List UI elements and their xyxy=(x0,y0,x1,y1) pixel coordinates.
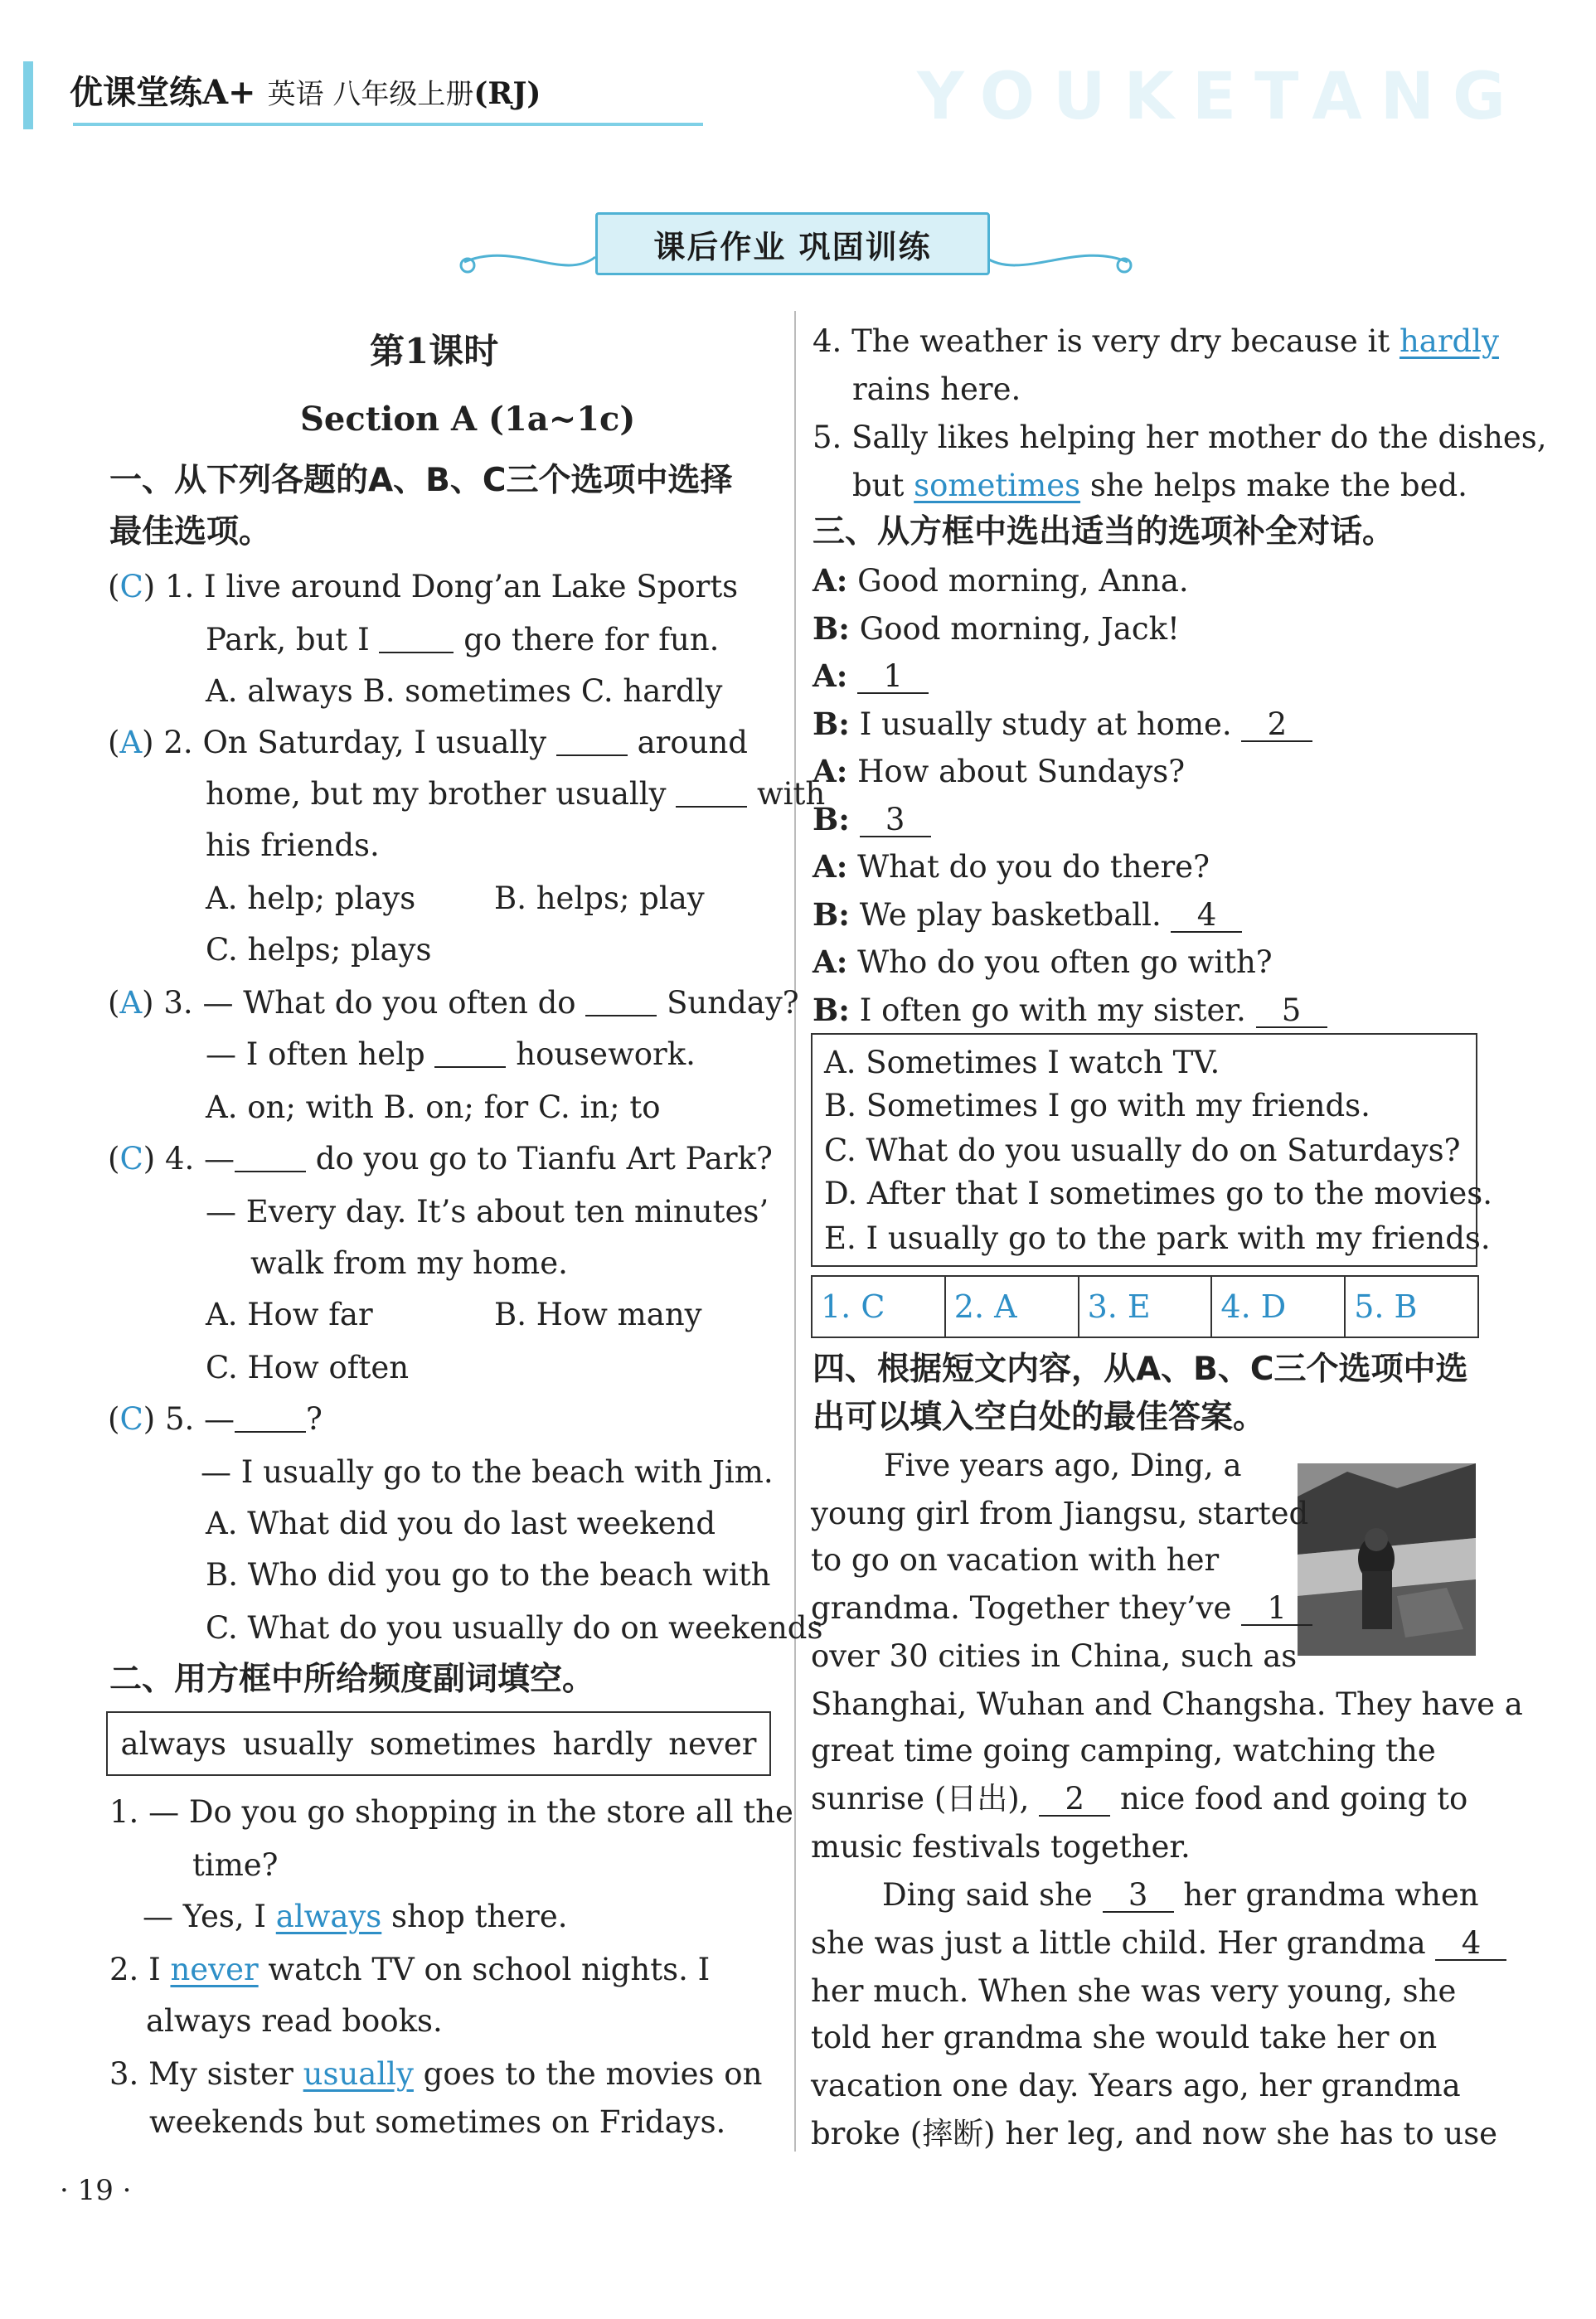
q5-option-a: A. What did you do last weekend xyxy=(206,1506,716,1541)
q1-answer: C xyxy=(119,569,143,604)
dialog-text xyxy=(850,802,860,837)
q4-blank xyxy=(235,1143,306,1172)
dialog-speaker: A: xyxy=(813,562,848,599)
q2-line1: (A) 2. On Saturday, I usually around xyxy=(108,725,748,760)
passage-p1-line4 xyxy=(811,1589,1312,1628)
passage-blank-2: 2 xyxy=(1039,1783,1110,1817)
passage-photo xyxy=(1298,1463,1476,1656)
q1-line1: (C) 1. I live around Dong’an Lake Sports xyxy=(108,569,739,604)
q3-options: A. on; with B. on; for C. in; to xyxy=(206,1089,661,1125)
dialog-line xyxy=(813,990,1327,1031)
dialog-blank: 1 xyxy=(857,661,929,694)
dialog-text: Good morning, Anna. xyxy=(847,563,1189,599)
q2-option-b: B. helps; play xyxy=(494,881,705,916)
passage-text: she was just a little child. Her grandma xyxy=(811,1925,1426,1961)
passage-p2-line5: vacation one day. Years ago, her grandma xyxy=(811,2068,1461,2103)
passage-p1-line1: Five years ago, Ding, a xyxy=(884,1448,1242,1483)
q2-stem-2a: home, but my brother usually xyxy=(206,776,667,812)
answer-cell: 2. A xyxy=(946,1277,1079,1337)
q2-option-c: C. helps; plays xyxy=(206,932,432,968)
passage-p1-line9: music festivals together. xyxy=(811,1829,1191,1865)
brand-plus: A+ xyxy=(202,73,256,112)
q1-blank xyxy=(379,623,454,653)
part1-heading-line1: 一、从下列各题的A、B、C三个选项中选择 xyxy=(109,462,733,499)
q4-stem: 4. — xyxy=(164,1141,235,1176)
p2-q5-line1: 5. Sally likes helping her mother do the dishes, xyxy=(813,420,1547,455)
dialog-option-a: A. Sometimes I watch TV. xyxy=(824,1045,1220,1080)
section-banner xyxy=(448,207,1152,290)
dialog-blank: 5 xyxy=(1256,995,1327,1028)
passage-p2-line3: her much. When she was very young, she xyxy=(811,1973,1457,2009)
brand-name: 优课堂 xyxy=(70,74,169,112)
dialog-option-e: E. I usually go to the park with my friends. xyxy=(824,1220,1491,1256)
passage-text: Ding said she xyxy=(882,1877,1093,1913)
p2-q4-line2: rains here. xyxy=(852,371,1021,407)
p2-q1-line2: time? xyxy=(192,1847,279,1883)
q1-options: A. always B. sometimes C. hardly xyxy=(206,673,723,709)
passage-blank-3: 3 xyxy=(1103,1880,1174,1913)
dialog-line xyxy=(813,656,929,696)
dialog-blank: 4 xyxy=(1171,900,1242,933)
q3-line1: (A) 3. — What do you often do Sunday? xyxy=(108,985,799,1021)
passage-text: sunrise (日出), xyxy=(811,1781,1030,1817)
dialog-line xyxy=(813,799,931,840)
dialog-text xyxy=(847,658,857,694)
column-divider xyxy=(794,311,796,2152)
p2-q3-stem-b: goes to the movies on xyxy=(413,2056,763,2092)
dialog-speaker: A: xyxy=(813,753,848,789)
p2-q5-answer: sometimes xyxy=(914,468,1081,503)
q4-option-c: C. How often xyxy=(206,1350,410,1385)
dialog-blank: 2 xyxy=(1241,709,1312,742)
passage-p1-line6: Shanghai, Wuhan and Changsha. They have a xyxy=(811,1686,1523,1722)
passage-p1-line7: great time going camping, watching the xyxy=(811,1733,1436,1768)
p2-q1-line1: 1. — Do you go shopping in the store all the xyxy=(109,1794,793,1830)
p2-q1-stem-a: — Yes, I xyxy=(143,1899,276,1934)
dialog-text: We play basketball. xyxy=(849,897,1172,933)
p2-q2-line1 xyxy=(109,1950,710,1990)
q4-stem-1b: do you go to Tianfu Art Park? xyxy=(315,1141,773,1176)
dialog-text: Who do you often go with? xyxy=(847,944,1273,980)
q4-line1: (C) 4. — do you go to Tianfu Art Park? xyxy=(108,1141,773,1176)
q2-stem-1b: around xyxy=(637,725,748,760)
dialog-line xyxy=(813,609,1180,649)
q1-stem-2b: go there for fun. xyxy=(463,622,720,657)
q4-answer: C xyxy=(119,1141,143,1176)
q3-answer: A xyxy=(119,985,143,1021)
part3-heading: 三、从方框中选出适当的选项补全对话。 xyxy=(813,513,1395,551)
q1-stem-2a: Park, but I xyxy=(206,622,370,657)
q4-line3: walk from my home. xyxy=(250,1245,568,1281)
dialog-line xyxy=(813,751,1185,792)
p2-q4-answer: hardly xyxy=(1399,323,1499,359)
q3-stem-1b: Sunday? xyxy=(667,985,799,1021)
p2-q5-stem-b: she helps make the bed. xyxy=(1080,468,1467,503)
passage-text: her grandma when xyxy=(1183,1877,1479,1913)
dialog-speaker: A: xyxy=(813,944,848,980)
passage-p2-line2 xyxy=(811,1924,1506,1963)
dialog-text: What do you do there? xyxy=(847,849,1210,885)
p2-q5-line2 xyxy=(852,466,1467,506)
passage-text: grandma. Together they’ve xyxy=(811,1590,1232,1626)
q3-stem-2b: housework. xyxy=(516,1036,696,1072)
answer-cell: 1. C xyxy=(813,1277,946,1337)
q3-line2 xyxy=(206,1035,696,1075)
p2-q1-stem-b: shop there. xyxy=(381,1899,568,1934)
passage-p2-line6: broke (摔断) her leg, and now she has to use xyxy=(811,2116,1498,2152)
book-subject: 英语 八年级上册 xyxy=(267,78,474,111)
p2-q3-answer: usually xyxy=(303,2056,414,2092)
part4-heading-line1: 四、根据短文内容，从A、B、C三个选项中选 xyxy=(813,1351,1468,1388)
q5-stem-1b: ? xyxy=(306,1401,323,1437)
passage-blank-1: 1 xyxy=(1241,1593,1312,1626)
q2-line3: his friends. xyxy=(206,827,380,863)
q1-stem: 1. I live around Dong’an Lake Sports xyxy=(164,569,739,604)
p2-q4-stem: 4. The weather is very dry because it xyxy=(813,323,1400,359)
q2-option-a: A. help; plays xyxy=(206,881,416,916)
q2-line2 xyxy=(206,774,825,814)
p2-q3-line1 xyxy=(109,2055,762,2094)
header-title xyxy=(70,66,541,114)
dialog-options-box xyxy=(811,1033,1493,1267)
q5-stem: 5. — xyxy=(164,1401,235,1437)
q3-blank-1 xyxy=(585,987,657,1016)
dialog-option-c: C. What do you usually do on Saturdays? xyxy=(824,1133,1461,1168)
header-rule xyxy=(73,123,703,126)
q5-answer: C xyxy=(119,1401,143,1437)
dialog-text: I usually study at home. xyxy=(849,706,1242,742)
banner-title: 课后作业 巩固训练 xyxy=(595,212,990,275)
page-header xyxy=(23,50,1574,133)
part1-heading-line2: 最佳选项。 xyxy=(109,513,272,551)
passage-p1-line3: to go on vacation with her xyxy=(811,1542,1220,1578)
p2-q4-line1 xyxy=(813,322,1499,361)
dialog-text: How about Sundays? xyxy=(847,754,1186,789)
q3-stem-2a: — I often help xyxy=(206,1036,425,1072)
q3-stem: 3. — What do you often do xyxy=(163,985,576,1021)
p2-q2-line2: always read books. xyxy=(146,2003,443,2039)
q5-line2: — I usually go to the beach with Jim. xyxy=(201,1454,774,1490)
q4-option-b: B. How many xyxy=(494,1297,702,1332)
dialog-speaker: B: xyxy=(813,992,850,1028)
dialog-line xyxy=(813,704,1312,745)
lesson-title: 第1课时 xyxy=(370,331,499,371)
q2-blank-1 xyxy=(556,726,628,756)
answer-table xyxy=(811,1275,1479,1338)
section-title: Section A (1a~1c) xyxy=(300,400,636,439)
dialog-line xyxy=(813,942,1273,982)
dialog-speaker: A: xyxy=(813,657,848,694)
dialog-line xyxy=(813,560,1189,601)
p2-q2-stem-b: watch TV on school nights. I xyxy=(258,1952,711,1987)
p2-q2-stem-a: 2. I xyxy=(109,1952,171,1987)
p2-q3-line2: weekends but sometimes on Fridays. xyxy=(149,2104,726,2140)
dialog-speaker: B: xyxy=(813,896,850,933)
q3-blank-2 xyxy=(434,1038,506,1068)
q5-line1: (C) 5. — ? xyxy=(108,1401,323,1437)
passage-p2-line1 xyxy=(882,1875,1479,1915)
part4-heading-line2: 出可以填入空白处的最佳答案。 xyxy=(813,1399,1266,1436)
brand-name-2: 练 xyxy=(169,74,202,112)
dialog-option-b: B. Sometimes I go with my friends. xyxy=(824,1088,1370,1123)
q4-option-a: A. How far xyxy=(206,1297,373,1332)
q5-option-c: C. What do you usually do on weekends xyxy=(206,1610,823,1646)
answer-cell: 5. B xyxy=(1354,1288,1418,1325)
dialog-text: I often go with my sister. xyxy=(849,992,1256,1028)
answer-cell: 4. D xyxy=(1212,1277,1346,1337)
dialog-speaker: B: xyxy=(813,706,850,742)
p2-q2-answer: never xyxy=(170,1952,259,1987)
passage-blank-4: 4 xyxy=(1435,1928,1506,1961)
header-watermark: YOUKETANG xyxy=(917,60,1524,134)
dialog-option-d: D. After that I sometimes go to the movies. xyxy=(824,1176,1493,1211)
part2-heading: 二、用方框中所给频度副词填空。 xyxy=(109,1661,595,1698)
q5-blank xyxy=(235,1403,306,1433)
passage-p1-line2: young girl from Jiangsu, started xyxy=(811,1496,1309,1531)
q2-answer: A xyxy=(119,725,143,760)
dialog-speaker: A: xyxy=(813,848,848,885)
q2-stem: 2. On Saturday, I usually xyxy=(163,725,547,760)
passage-p2-line4: told her grandma she would take her on xyxy=(811,2020,1438,2055)
q4-line2: — Every day. It’s about ten minutes’ xyxy=(206,1194,769,1230)
dialog-blank: 3 xyxy=(860,804,931,837)
q2-blank-2 xyxy=(676,778,747,808)
p2-q3-stem-a: 3. My sister xyxy=(109,2056,303,2092)
q5-option-b: B. Who did you go to the beach with xyxy=(206,1557,771,1593)
dialog-line xyxy=(813,895,1242,935)
page-number: · 19 · xyxy=(60,2174,132,2207)
q1-line2 xyxy=(206,620,719,660)
adverb-word-box: always usually sometimes hardly never xyxy=(106,1711,771,1776)
passage-text: nice food and going to xyxy=(1119,1781,1468,1817)
dialog-speaker: B: xyxy=(813,610,850,647)
dialog-speaker: B: xyxy=(813,801,850,837)
header-accent-bar xyxy=(23,61,33,129)
passage-p1-line8 xyxy=(811,1779,1467,1819)
photo-graphic xyxy=(1298,1463,1476,1656)
p2-q5-stem-a: but xyxy=(852,468,914,503)
book-edition: (RJ) xyxy=(473,76,541,111)
p2-q1-answer: always xyxy=(275,1899,382,1934)
p2-q1-line3 xyxy=(143,1897,568,1937)
dialog-line xyxy=(813,847,1210,887)
answer-cell: 3. E xyxy=(1079,1277,1213,1337)
dialog-text: Good morning, Jack! xyxy=(849,611,1180,647)
q2-stem-2b: with xyxy=(757,776,826,812)
passage-p1-line5: over 30 cities in China, such as xyxy=(811,1638,1298,1674)
